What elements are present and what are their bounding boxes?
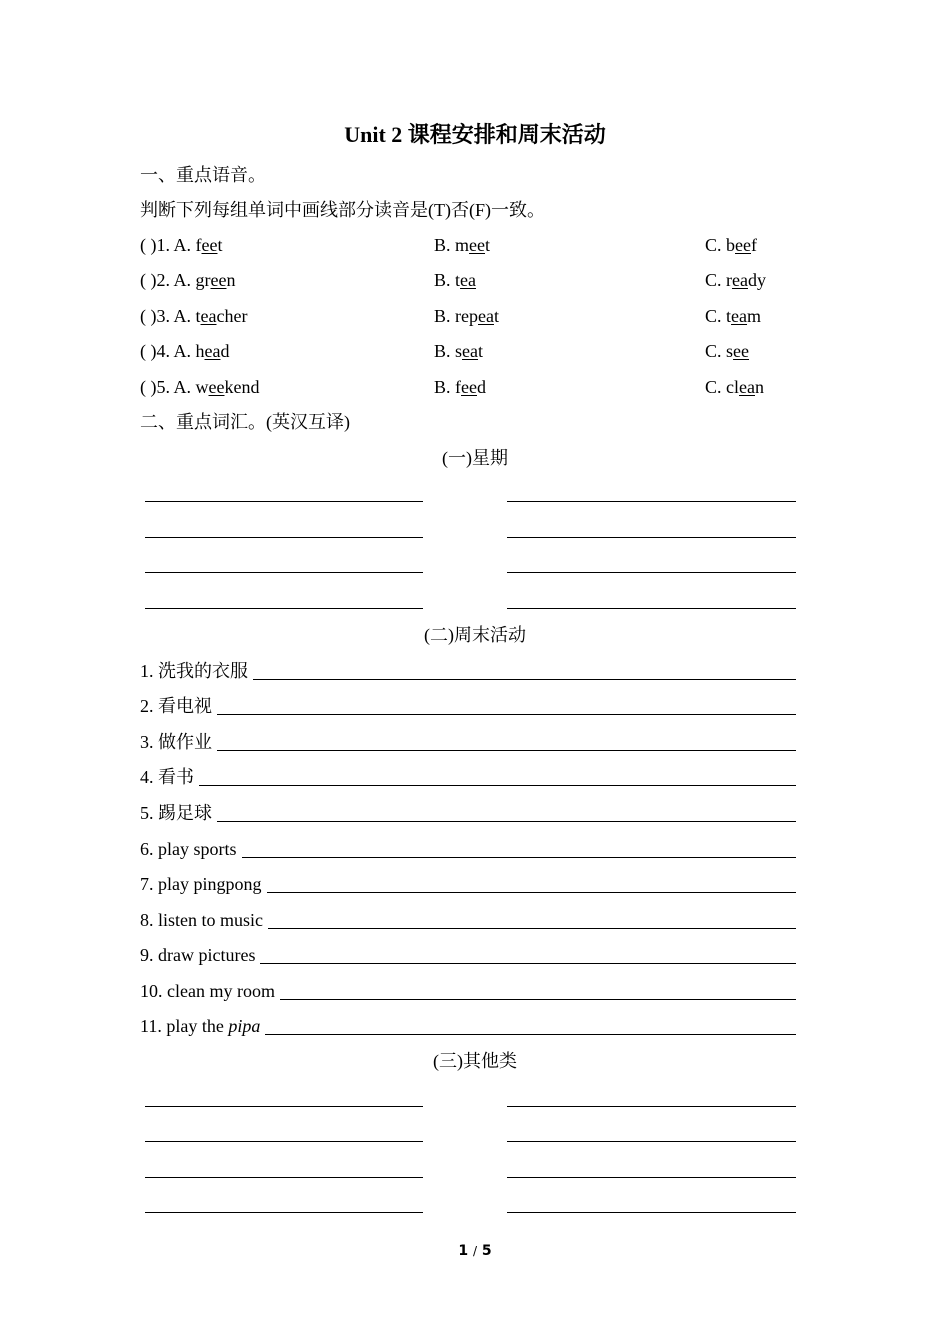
- word-part: rep: [455, 306, 478, 326]
- page-separator: /: [472, 1244, 478, 1258]
- underlined-letters: ee: [469, 235, 486, 255]
- underlined-letters: ee: [201, 235, 218, 255]
- fill-in-item: [140, 662, 248, 680]
- option-prefix: C.: [705, 235, 727, 255]
- phonics-option-b: [434, 236, 490, 254]
- underlined-letters: ea: [462, 341, 479, 361]
- answer-blank[interactable]: [199, 785, 796, 786]
- answer-blank[interactable]: [265, 1034, 796, 1035]
- answer-blank[interactable]: [507, 1177, 796, 1178]
- phonics-option-b: [434, 271, 476, 289]
- section2-heading: 二、重点词汇。(英汉互译): [140, 412, 350, 432]
- word-part: cl: [726, 377, 740, 397]
- question-prefix: ( )2. A.: [140, 270, 196, 290]
- word-part: t: [726, 306, 732, 326]
- word-part: m: [455, 235, 470, 255]
- fill-in-item: [140, 911, 263, 929]
- answer-blank[interactable]: [145, 501, 423, 502]
- answer-blank[interactable]: [145, 572, 423, 573]
- phonics-option-a: [140, 342, 229, 360]
- word-part: n: [755, 377, 764, 397]
- item-label: 2. 看电视: [140, 696, 212, 716]
- underlined-letters: ee: [208, 377, 225, 397]
- answer-blank[interactable]: [242, 857, 797, 858]
- phonics-option-a: [140, 378, 259, 396]
- fill-in-item: [140, 1017, 260, 1035]
- word-part: d: [220, 341, 230, 361]
- item-label: 8. listen to music: [140, 910, 263, 930]
- answer-blank[interactable]: [253, 679, 796, 680]
- fill-in-item: [140, 768, 194, 786]
- phonics-option-a: [140, 307, 247, 325]
- underlined-letters: ea: [204, 341, 221, 361]
- word-part: f: [751, 235, 757, 255]
- option-prefix: B.: [434, 306, 456, 326]
- answer-blank[interactable]: [145, 1177, 423, 1178]
- answer-blank[interactable]: [217, 821, 796, 822]
- answer-blank[interactable]: [507, 608, 796, 609]
- word-part: t: [195, 306, 201, 326]
- word-part: h: [195, 341, 205, 361]
- section1-heading: 一、重点语音。: [140, 165, 266, 185]
- answer-blank[interactable]: [145, 1106, 423, 1107]
- word-part: n: [226, 270, 236, 290]
- phonics-option-c: [705, 307, 761, 325]
- phonics-option-b: [434, 378, 486, 396]
- word-part: f: [195, 235, 202, 255]
- item-label: 9. draw pictures: [140, 945, 256, 965]
- word-part: t: [455, 270, 461, 290]
- question-prefix: ( )5. A.: [140, 377, 196, 397]
- page-total: 5: [481, 1243, 492, 1259]
- answer-blank[interactable]: [507, 1141, 796, 1142]
- word-part: t: [478, 341, 484, 361]
- option-prefix: C.: [705, 306, 727, 326]
- option-prefix: C.: [705, 270, 727, 290]
- underlined-letters: ea: [460, 270, 477, 290]
- sub1-heading: (一)星期: [442, 448, 508, 468]
- phonics-option-b: [434, 342, 483, 360]
- word-part: gr: [195, 270, 211, 290]
- answer-blank[interactable]: [145, 608, 423, 609]
- underlined-letters: ea: [739, 377, 755, 397]
- underlined-letters: ea: [200, 306, 217, 326]
- underlined-letters: ea: [731, 306, 748, 326]
- answer-blank[interactable]: [217, 714, 796, 715]
- underlined-letters: ea: [478, 306, 494, 326]
- page-current: 1: [458, 1243, 469, 1259]
- answer-blank[interactable]: [145, 1212, 423, 1213]
- word-part: s: [726, 341, 734, 361]
- fill-in-item: [140, 697, 212, 715]
- word-part: t: [217, 235, 223, 255]
- answer-blank[interactable]: [217, 750, 796, 751]
- word-part: dy: [748, 270, 766, 290]
- answer-blank[interactable]: [145, 537, 423, 538]
- underlined-letters: ee: [210, 270, 227, 290]
- word-part: d: [477, 377, 486, 397]
- answer-blank[interactable]: [280, 999, 796, 1000]
- word-part: r: [726, 270, 733, 290]
- item-label-italic: pipa: [228, 1016, 261, 1036]
- item-label: 4. 看书: [140, 767, 194, 787]
- page-title: Unit 2 课程安排和周末活动: [344, 122, 606, 147]
- option-prefix: C.: [705, 341, 727, 361]
- word-part: f: [455, 377, 462, 397]
- underlined-letters: ee: [733, 341, 750, 361]
- phonics-option-c: [705, 342, 749, 360]
- phonics-option-a: [140, 271, 235, 289]
- sub2-heading: (二)周末活动: [424, 625, 526, 645]
- word-part: kend: [224, 377, 260, 397]
- phonics-option-c: [705, 378, 764, 396]
- answer-blank[interactable]: [507, 1106, 796, 1107]
- fill-in-item: [140, 733, 212, 751]
- fill-in-item: [140, 804, 212, 822]
- word-part: t: [485, 235, 491, 255]
- fill-in-item: [140, 946, 255, 964]
- answer-blank[interactable]: [507, 501, 796, 502]
- item-label: 6. play sports: [140, 839, 237, 859]
- word-part: w: [195, 377, 209, 397]
- fill-in-item: [140, 840, 237, 858]
- option-prefix: B.: [434, 270, 456, 290]
- question-prefix: ( )4. A.: [140, 341, 196, 361]
- answer-blank[interactable]: [260, 963, 796, 964]
- underlined-letters: ee: [735, 235, 751, 255]
- answer-blank[interactable]: [268, 928, 796, 929]
- phonics-option-b: [434, 307, 499, 325]
- item-label: 10. clean my room: [140, 981, 275, 1001]
- section1-instruction: 判断下列每组单词中画线部分读音是(T)否(F)一致。: [140, 200, 545, 220]
- word-part: t: [493, 306, 499, 326]
- item-label: 11. play the: [140, 1016, 229, 1036]
- question-prefix: ( )1. A.: [140, 235, 196, 255]
- fill-in-item: [140, 875, 262, 893]
- item-label: 7. play pingpong: [140, 874, 262, 894]
- option-prefix: B.: [434, 235, 456, 255]
- answer-blank[interactable]: [507, 1212, 796, 1213]
- phonics-option-a: [140, 236, 223, 254]
- item-label: 3. 做作业: [140, 732, 212, 752]
- word-part: s: [455, 341, 463, 361]
- question-prefix: ( )3. A.: [140, 306, 196, 326]
- underlined-letters: ee: [461, 377, 477, 397]
- option-prefix: B.: [434, 341, 456, 361]
- fill-in-item: [140, 982, 275, 1000]
- answer-blank[interactable]: [507, 537, 796, 538]
- sub3-heading: (三)其他类: [433, 1051, 517, 1071]
- phonics-option-c: [705, 271, 766, 289]
- underlined-letters: ea: [732, 270, 748, 290]
- word-part: m: [747, 306, 762, 326]
- answer-blank[interactable]: [145, 1141, 423, 1142]
- item-label: 1. 洗我的衣服: [140, 661, 248, 681]
- answer-blank[interactable]: [267, 892, 797, 893]
- word-part: cher: [216, 306, 248, 326]
- page-number: [0, 1244, 950, 1258]
- phonics-option-c: [705, 236, 757, 254]
- answer-blank[interactable]: [507, 572, 796, 573]
- word-part: b: [726, 235, 736, 255]
- option-prefix: B.: [434, 377, 456, 397]
- option-prefix: C.: [705, 377, 727, 397]
- item-label: 5. 踢足球: [140, 803, 212, 823]
